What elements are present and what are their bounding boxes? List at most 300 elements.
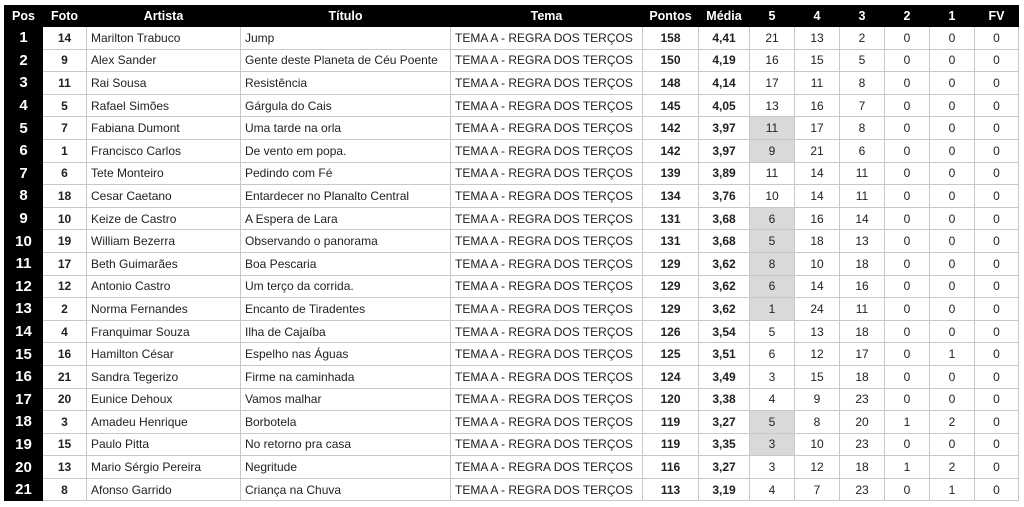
cell-titulo[interactable]: Resistência (241, 72, 451, 95)
cell-votes-2[interactable]: 1 (885, 456, 930, 479)
cell-votes-1[interactable]: 0 (930, 320, 975, 343)
cell-artista[interactable]: William Bezerra (87, 230, 241, 253)
cell-pontos[interactable]: 142 (643, 117, 699, 140)
cell-votes-2[interactable]: 0 (885, 207, 930, 230)
cell-votes-4[interactable]: 10 (795, 433, 840, 456)
header-votes-1[interactable]: 1 (930, 6, 975, 27)
cell-votes-1[interactable]: 0 (930, 230, 975, 253)
cell-titulo[interactable]: Espelho nas Águas (241, 343, 451, 366)
cell-votes-2[interactable]: 0 (885, 139, 930, 162)
cell-pos[interactable]: 5 (5, 117, 43, 140)
cell-tema[interactable]: TEMA A - REGRA DOS TERÇOS (451, 49, 643, 72)
cell-titulo[interactable]: De vento em popa. (241, 139, 451, 162)
cell-artista[interactable]: Afonso Garrido (87, 478, 241, 501)
cell-pos[interactable]: 12 (5, 275, 43, 298)
cell-votes-5[interactable]: 3 (750, 365, 795, 388)
cell-tema[interactable]: TEMA A - REGRA DOS TERÇOS (451, 388, 643, 411)
cell-tema[interactable]: TEMA A - REGRA DOS TERÇOS (451, 433, 643, 456)
cell-votes-2[interactable]: 0 (885, 388, 930, 411)
table-row (5, 365, 1019, 388)
cell-votes-5[interactable]: 4 (750, 388, 795, 411)
cell-pos[interactable]: 7 (5, 162, 43, 185)
cell-votes-5[interactable]: 9 (750, 139, 795, 162)
cell-foto[interactable]: 14 (43, 27, 87, 50)
header-fv[interactable]: FV (975, 6, 1019, 27)
cell-votes-2[interactable]: 0 (885, 94, 930, 117)
cell-votes-5[interactable]: 6 (750, 207, 795, 230)
cell-pos[interactable]: 14 (5, 320, 43, 343)
cell-votes-5[interactable]: 1 (750, 298, 795, 321)
cell-votes-3[interactable]: 2 (840, 27, 885, 50)
cell-votes-3[interactable]: 17 (840, 343, 885, 366)
cell-media[interactable]: 3,49 (699, 365, 750, 388)
cell-artista[interactable]: Franquimar Souza (87, 320, 241, 343)
cell-votes-3[interactable]: 8 (840, 72, 885, 95)
header-titulo[interactable]: Título (241, 6, 451, 27)
cell-media[interactable]: 3,97 (699, 139, 750, 162)
cell-fv[interactable]: 0 (975, 207, 1019, 230)
cell-tema[interactable]: TEMA A - REGRA DOS TERÇOS (451, 320, 643, 343)
cell-titulo[interactable]: Borbotela (241, 411, 451, 434)
cell-votes-2[interactable]: 0 (885, 27, 930, 50)
cell-artista[interactable]: Antonio Castro (87, 275, 241, 298)
cell-votes-5[interactable]: 13 (750, 94, 795, 117)
cell-pontos[interactable]: 129 (643, 252, 699, 275)
cell-fv[interactable]: 0 (975, 320, 1019, 343)
cell-votes-1[interactable]: 0 (930, 207, 975, 230)
cell-pontos[interactable]: 139 (643, 162, 699, 185)
table-row (5, 456, 1019, 479)
cell-votes-2[interactable]: 0 (885, 49, 930, 72)
cell-foto[interactable]: 8 (43, 478, 87, 501)
cell-fv[interactable]: 0 (975, 433, 1019, 456)
cell-pos[interactable]: 17 (5, 388, 43, 411)
cell-votes-2[interactable]: 1 (885, 411, 930, 434)
table-row (5, 230, 1019, 253)
cell-tema[interactable]: TEMA A - REGRA DOS TERÇOS (451, 411, 643, 434)
cell-fv[interactable]: 0 (975, 252, 1019, 275)
cell-titulo[interactable]: Negritude (241, 456, 451, 479)
cell-votes-5[interactable]: 3 (750, 433, 795, 456)
cell-votes-2[interactable]: 0 (885, 365, 930, 388)
cell-titulo[interactable]: Pedindo com Fé (241, 162, 451, 185)
cell-pos[interactable]: 21 (5, 478, 43, 501)
cell-fv[interactable]: 0 (975, 49, 1019, 72)
cell-titulo[interactable]: Firme na caminhada (241, 365, 451, 388)
cell-votes-4[interactable]: 21 (795, 139, 840, 162)
cell-media[interactable]: 4,41 (699, 27, 750, 50)
cell-pontos[interactable]: 158 (643, 27, 699, 50)
cell-votes-5[interactable]: 6 (750, 343, 795, 366)
cell-pos[interactable]: 15 (5, 343, 43, 366)
cell-titulo[interactable]: Uma tarde na orla (241, 117, 451, 140)
cell-artista[interactable]: Rai Sousa (87, 72, 241, 95)
cell-artista[interactable]: Marilton Trabuco (87, 27, 241, 50)
cell-artista[interactable]: Alex Sander (87, 49, 241, 72)
cell-votes-2[interactable]: 0 (885, 275, 930, 298)
cell-fv[interactable]: 0 (975, 72, 1019, 95)
cell-foto[interactable]: 18 (43, 185, 87, 208)
cell-fv[interactable]: 0 (975, 139, 1019, 162)
cell-foto[interactable]: 3 (43, 411, 87, 434)
table-row (5, 185, 1019, 208)
cell-fv[interactable]: 0 (975, 94, 1019, 117)
cell-foto[interactable]: 5 (43, 94, 87, 117)
cell-titulo[interactable]: Observando o panorama (241, 230, 451, 253)
cell-tema[interactable]: TEMA A - REGRA DOS TERÇOS (451, 185, 643, 208)
cell-foto[interactable]: 7 (43, 117, 87, 140)
cell-media[interactable]: 4,19 (699, 49, 750, 72)
cell-votes-4[interactable]: 17 (795, 117, 840, 140)
cell-votes-4[interactable]: 14 (795, 185, 840, 208)
table-row (5, 343, 1019, 366)
cell-pos[interactable]: 13 (5, 298, 43, 321)
cell-foto[interactable]: 12 (43, 275, 87, 298)
cell-titulo[interactable]: Entardecer no Planalto Central (241, 185, 451, 208)
cell-votes-2[interactable]: 0 (885, 230, 930, 253)
cell-votes-3[interactable]: 16 (840, 275, 885, 298)
header-pos[interactable]: Pos (5, 6, 43, 27)
cell-fv[interactable]: 0 (975, 456, 1019, 479)
cell-votes-4[interactable]: 14 (795, 162, 840, 185)
cell-votes-5[interactable]: 5 (750, 411, 795, 434)
header-votes-3[interactable]: 3 (840, 6, 885, 27)
cell-votes-4[interactable]: 10 (795, 252, 840, 275)
cell-pontos[interactable]: 145 (643, 94, 699, 117)
cell-titulo[interactable]: A Espera de Lara (241, 207, 451, 230)
cell-votes-3[interactable]: 13 (840, 230, 885, 253)
cell-votes-1[interactable]: 0 (930, 117, 975, 140)
cell-pontos[interactable]: 148 (643, 72, 699, 95)
cell-fv[interactable]: 0 (975, 365, 1019, 388)
cell-votes-2[interactable]: 0 (885, 185, 930, 208)
cell-tema[interactable]: TEMA A - REGRA DOS TERÇOS (451, 252, 643, 275)
cell-tema[interactable]: TEMA A - REGRA DOS TERÇOS (451, 162, 643, 185)
cell-media[interactable]: 3,68 (699, 207, 750, 230)
cell-votes-3[interactable]: 11 (840, 162, 885, 185)
cell-media[interactable]: 4,14 (699, 72, 750, 95)
header-foto[interactable]: Foto (43, 6, 87, 27)
cell-artista[interactable]: Keize de Castro (87, 207, 241, 230)
cell-votes-3[interactable]: 5 (840, 49, 885, 72)
cell-pontos[interactable]: 142 (643, 139, 699, 162)
cell-media[interactable]: 3,35 (699, 433, 750, 456)
cell-pos[interactable]: 19 (5, 433, 43, 456)
cell-titulo[interactable]: Jump (241, 27, 451, 50)
cell-votes-5[interactable]: 5 (750, 230, 795, 253)
cell-foto[interactable]: 17 (43, 252, 87, 275)
cell-titulo[interactable]: No retorno pra casa (241, 433, 451, 456)
cell-fv[interactable]: 0 (975, 411, 1019, 434)
cell-votes-1[interactable]: 0 (930, 252, 975, 275)
cell-votes-1[interactable]: 0 (930, 275, 975, 298)
cell-votes-3[interactable]: 18 (840, 456, 885, 479)
cell-tema[interactable]: TEMA A - REGRA DOS TERÇOS (451, 94, 643, 117)
cell-pontos[interactable]: 113 (643, 478, 699, 501)
cell-votes-2[interactable]: 0 (885, 343, 930, 366)
cell-pontos[interactable]: 120 (643, 388, 699, 411)
cell-foto[interactable]: 2 (43, 298, 87, 321)
cell-votes-4[interactable]: 15 (795, 49, 840, 72)
cell-artista[interactable]: Beth Guimarães (87, 252, 241, 275)
cell-foto[interactable]: 21 (43, 365, 87, 388)
cell-fv[interactable]: 0 (975, 275, 1019, 298)
cell-pontos[interactable]: 131 (643, 230, 699, 253)
cell-artista[interactable]: Hamilton César (87, 343, 241, 366)
cell-pos[interactable]: 10 (5, 230, 43, 253)
cell-pontos[interactable]: 129 (643, 298, 699, 321)
cell-tema[interactable]: TEMA A - REGRA DOS TERÇOS (451, 343, 643, 366)
cell-votes-2[interactable]: 0 (885, 252, 930, 275)
cell-votes-3[interactable]: 11 (840, 185, 885, 208)
cell-pos[interactable]: 6 (5, 139, 43, 162)
cell-artista[interactable]: Fabiana Dumont (87, 117, 241, 140)
cell-foto[interactable]: 20 (43, 388, 87, 411)
cell-pos[interactable]: 3 (5, 72, 43, 95)
cell-media[interactable]: 3,62 (699, 298, 750, 321)
cell-media[interactable]: 3,89 (699, 162, 750, 185)
cell-pos[interactable]: 18 (5, 411, 43, 434)
cell-votes-2[interactable]: 0 (885, 433, 930, 456)
cell-votes-1[interactable]: 0 (930, 298, 975, 321)
cell-votes-2[interactable]: 0 (885, 72, 930, 95)
cell-votes-2[interactable]: 0 (885, 117, 930, 140)
cell-tema[interactable]: TEMA A - REGRA DOS TERÇOS (451, 456, 643, 479)
cell-foto[interactable]: 10 (43, 207, 87, 230)
cell-media[interactable]: 3,27 (699, 411, 750, 434)
cell-votes-5[interactable]: 11 (750, 117, 795, 140)
cell-votes-3[interactable]: 23 (840, 478, 885, 501)
cell-votes-3[interactable]: 20 (840, 411, 885, 434)
cell-votes-1[interactable]: 0 (930, 94, 975, 117)
cell-pos[interactable]: 16 (5, 365, 43, 388)
cell-pontos[interactable]: 125 (643, 343, 699, 366)
cell-titulo[interactable]: Boa Pescaria (241, 252, 451, 275)
cell-foto[interactable]: 4 (43, 320, 87, 343)
cell-votes-2[interactable]: 0 (885, 298, 930, 321)
cell-pontos[interactable]: 150 (643, 49, 699, 72)
cell-titulo[interactable]: Vamos malhar (241, 388, 451, 411)
cell-tema[interactable]: TEMA A - REGRA DOS TERÇOS (451, 117, 643, 140)
cell-artista[interactable]: Amadeu Henrique (87, 411, 241, 434)
cell-pos[interactable]: 20 (5, 456, 43, 479)
header-row (5, 6, 1019, 27)
cell-votes-1[interactable]: 0 (930, 49, 975, 72)
header-votes-4[interactable]: 4 (795, 6, 840, 27)
cell-votes-3[interactable]: 18 (840, 320, 885, 343)
cell-fv[interactable]: 0 (975, 27, 1019, 50)
cell-votes-1[interactable]: 0 (930, 433, 975, 456)
cell-foto[interactable]: 11 (43, 72, 87, 95)
cell-fv[interactable]: 0 (975, 117, 1019, 140)
cell-votes-1[interactable]: 0 (930, 139, 975, 162)
cell-artista[interactable]: Paulo Pitta (87, 433, 241, 456)
cell-media[interactable]: 3,54 (699, 320, 750, 343)
cell-votes-3[interactable]: 7 (840, 94, 885, 117)
cell-tema[interactable]: TEMA A - REGRA DOS TERÇOS (451, 207, 643, 230)
cell-media[interactable]: 3,51 (699, 343, 750, 366)
cell-votes-3[interactable]: 23 (840, 433, 885, 456)
cell-votes-1[interactable]: 0 (930, 72, 975, 95)
cell-fv[interactable]: 0 (975, 230, 1019, 253)
cell-fv[interactable]: 0 (975, 343, 1019, 366)
cell-pontos[interactable]: 124 (643, 365, 699, 388)
table-row (5, 27, 1019, 50)
cell-votes-4[interactable]: 18 (795, 230, 840, 253)
cell-artista[interactable]: Cesar Caetano (87, 185, 241, 208)
cell-votes-5[interactable]: 4 (750, 478, 795, 501)
cell-pontos[interactable]: 119 (643, 433, 699, 456)
cell-fv[interactable]: 0 (975, 478, 1019, 501)
header-votes-2[interactable]: 2 (885, 6, 930, 27)
header-artista[interactable]: Artista (87, 6, 241, 27)
cell-tema[interactable]: TEMA A - REGRA DOS TERÇOS (451, 365, 643, 388)
cell-votes-5[interactable]: 6 (750, 275, 795, 298)
cell-votes-5[interactable]: 8 (750, 252, 795, 275)
cell-votes-5[interactable]: 5 (750, 320, 795, 343)
cell-votes-1[interactable]: 0 (930, 365, 975, 388)
cell-media[interactable]: 3,62 (699, 275, 750, 298)
cell-artista[interactable]: Sandra Tegerizo (87, 365, 241, 388)
cell-pos[interactable]: 2 (5, 49, 43, 72)
cell-pontos[interactable]: 119 (643, 411, 699, 434)
table-row (5, 139, 1019, 162)
cell-foto[interactable]: 15 (43, 433, 87, 456)
header-tema[interactable]: Tema (451, 6, 643, 27)
cell-tema[interactable]: TEMA A - REGRA DOS TERÇOS (451, 230, 643, 253)
cell-votes-4[interactable]: 8 (795, 411, 840, 434)
cell-votes-4[interactable]: 13 (795, 27, 840, 50)
cell-artista[interactable]: Tete Monteiro (87, 162, 241, 185)
cell-votes-1[interactable]: 2 (930, 411, 975, 434)
cell-foto[interactable]: 13 (43, 456, 87, 479)
cell-votes-5[interactable]: 3 (750, 456, 795, 479)
cell-media[interactable]: 3,68 (699, 230, 750, 253)
cell-votes-1[interactable]: 0 (930, 388, 975, 411)
cell-foto[interactable]: 19 (43, 230, 87, 253)
cell-pontos[interactable]: 126 (643, 320, 699, 343)
table-row (5, 388, 1019, 411)
cell-pos[interactable]: 11 (5, 252, 43, 275)
cell-pos[interactable]: 8 (5, 185, 43, 208)
table-row (5, 411, 1019, 434)
cell-foto[interactable]: 6 (43, 162, 87, 185)
cell-foto[interactable]: 9 (43, 49, 87, 72)
cell-tema[interactable]: TEMA A - REGRA DOS TERÇOS (451, 298, 643, 321)
cell-titulo[interactable]: Ilha de Cajaíba (241, 320, 451, 343)
table-row (5, 275, 1019, 298)
cell-media[interactable]: 3,38 (699, 388, 750, 411)
table-row (5, 433, 1019, 456)
cell-tema[interactable]: TEMA A - REGRA DOS TERÇOS (451, 478, 643, 501)
cell-fv[interactable]: 0 (975, 388, 1019, 411)
cell-pontos[interactable]: 129 (643, 275, 699, 298)
cell-votes-3[interactable]: 18 (840, 365, 885, 388)
cell-votes-5[interactable]: 21 (750, 27, 795, 50)
cell-votes-4[interactable]: 15 (795, 365, 840, 388)
cell-votes-1[interactable]: 1 (930, 343, 975, 366)
cell-fv[interactable]: 0 (975, 185, 1019, 208)
cell-foto[interactable]: 1 (43, 139, 87, 162)
cell-titulo[interactable]: Gente deste Planeta de Céu Poente (241, 49, 451, 72)
header-votes-5[interactable]: 5 (750, 6, 795, 27)
cell-foto[interactable]: 16 (43, 343, 87, 366)
cell-votes-2[interactable]: 0 (885, 320, 930, 343)
cell-tema[interactable]: TEMA A - REGRA DOS TERÇOS (451, 72, 643, 95)
cell-media[interactable]: 3,27 (699, 456, 750, 479)
cell-tema[interactable]: TEMA A - REGRA DOS TERÇOS (451, 275, 643, 298)
cell-titulo[interactable]: Encanto de Tiradentes (241, 298, 451, 321)
header-media[interactable]: Média (699, 6, 750, 27)
cell-votes-1[interactable]: 0 (930, 162, 975, 185)
cell-votes-4[interactable]: 12 (795, 343, 840, 366)
cell-fv[interactable]: 0 (975, 298, 1019, 321)
cell-pontos[interactable]: 134 (643, 185, 699, 208)
header-pontos[interactable]: Pontos (643, 6, 699, 27)
table-row (5, 252, 1019, 275)
cell-titulo[interactable]: Um terço da corrida. (241, 275, 451, 298)
cell-votes-3[interactable]: 11 (840, 298, 885, 321)
cell-votes-3[interactable]: 14 (840, 207, 885, 230)
cell-votes-4[interactable]: 13 (795, 320, 840, 343)
cell-artista[interactable]: Eunice Dehoux (87, 388, 241, 411)
cell-artista[interactable]: Mario Sérgio Pereira (87, 456, 241, 479)
cell-pos[interactable]: 1 (5, 27, 43, 50)
cell-votes-3[interactable]: 6 (840, 139, 885, 162)
cell-votes-4[interactable]: 24 (795, 298, 840, 321)
cell-votes-1[interactable]: 0 (930, 185, 975, 208)
cell-votes-3[interactable]: 23 (840, 388, 885, 411)
cell-media[interactable]: 3,19 (699, 478, 750, 501)
cell-tema[interactable]: TEMA A - REGRA DOS TERÇOS (451, 27, 643, 50)
cell-pontos[interactable]: 131 (643, 207, 699, 230)
cell-votes-4[interactable]: 11 (795, 72, 840, 95)
cell-votes-4[interactable]: 12 (795, 456, 840, 479)
cell-pontos[interactable]: 116 (643, 456, 699, 479)
cell-votes-4[interactable]: 16 (795, 207, 840, 230)
cell-votes-1[interactable]: 1 (930, 478, 975, 501)
cell-votes-3[interactable]: 8 (840, 117, 885, 140)
cell-votes-1[interactable]: 0 (930, 27, 975, 50)
cell-tema[interactable]: TEMA A - REGRA DOS TERÇOS (451, 139, 643, 162)
cell-votes-4[interactable]: 7 (795, 478, 840, 501)
cell-media[interactable]: 3,97 (699, 117, 750, 140)
cell-media[interactable]: 4,05 (699, 94, 750, 117)
cell-votes-1[interactable]: 2 (930, 456, 975, 479)
cell-votes-4[interactable]: 14 (795, 275, 840, 298)
cell-votes-4[interactable]: 16 (795, 94, 840, 117)
cell-votes-5[interactable]: 17 (750, 72, 795, 95)
cell-media[interactable]: 3,62 (699, 252, 750, 275)
cell-votes-5[interactable]: 16 (750, 49, 795, 72)
cell-votes-2[interactable]: 0 (885, 478, 930, 501)
cell-titulo[interactable]: Criança na Chuva (241, 478, 451, 501)
cell-artista[interactable]: Norma Fernandes (87, 298, 241, 321)
cell-pos[interactable]: 4 (5, 94, 43, 117)
results-body (5, 27, 1019, 501)
cell-votes-4[interactable]: 9 (795, 388, 840, 411)
cell-votes-5[interactable]: 11 (750, 162, 795, 185)
cell-votes-5[interactable]: 10 (750, 185, 795, 208)
cell-artista[interactable]: Francisco Carlos (87, 139, 241, 162)
cell-artista[interactable]: Rafael Simões (87, 94, 241, 117)
cell-votes-2[interactable]: 0 (885, 162, 930, 185)
cell-fv[interactable]: 0 (975, 162, 1019, 185)
cell-titulo[interactable]: Gárgula do Cais (241, 94, 451, 117)
cell-votes-3[interactable]: 18 (840, 252, 885, 275)
cell-media[interactable]: 3,76 (699, 185, 750, 208)
cell-pos[interactable]: 9 (5, 207, 43, 230)
